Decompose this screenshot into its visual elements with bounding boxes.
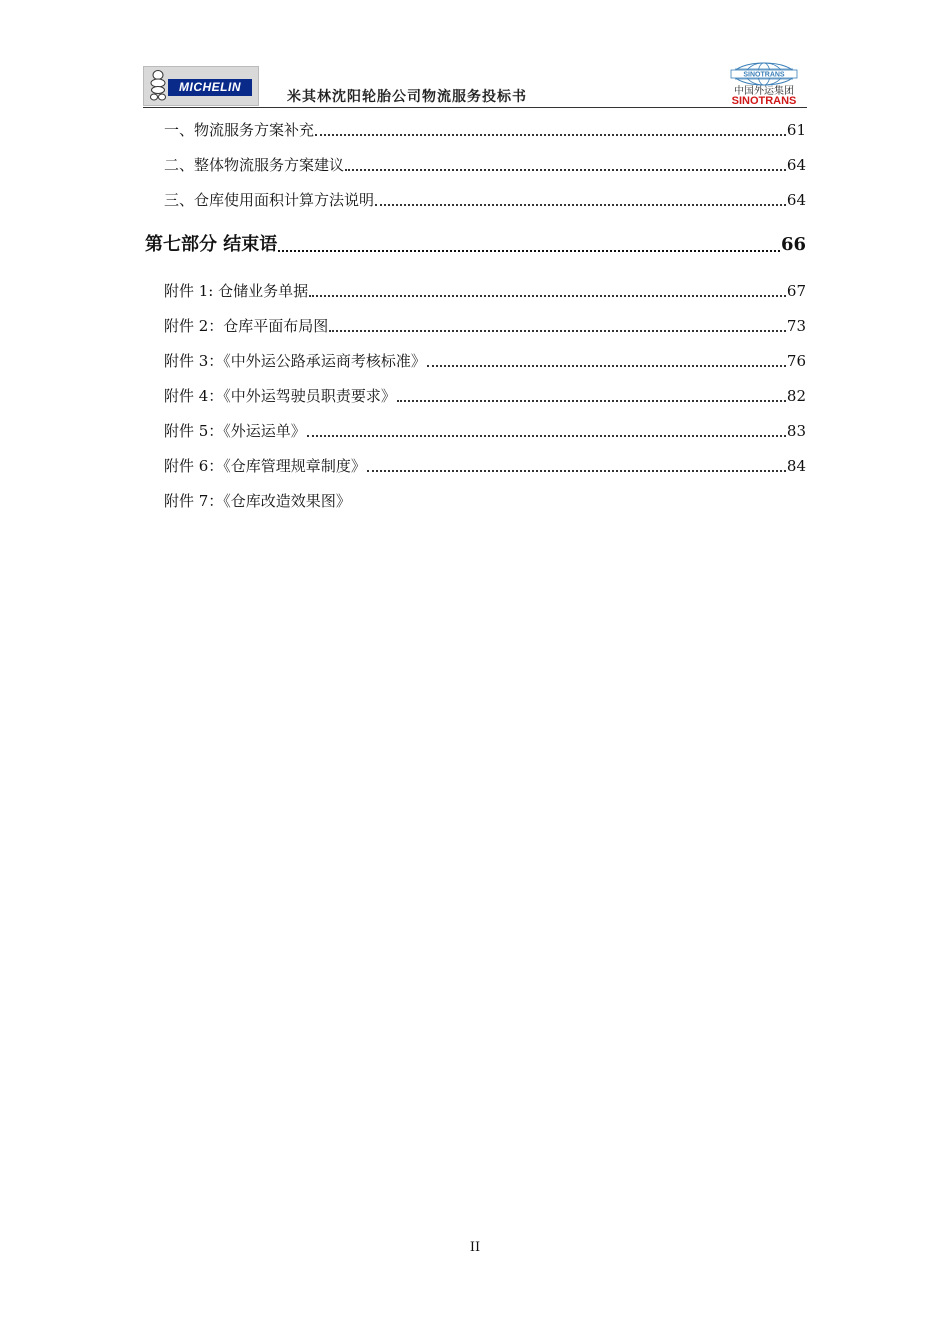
toc-leader [397, 400, 786, 402]
toc-entry-label: 二、整体物流服务方案建议 [164, 156, 345, 174]
toc-attachment-entry[interactable] [164, 456, 806, 476]
toc-entry-label: 附件 5：《外运运单》 [164, 422, 306, 440]
toc-entry-page: 67 [786, 282, 806, 300]
toc-leader [307, 435, 786, 437]
toc-entry[interactable] [164, 190, 806, 210]
toc-attachment-entry[interactable] [164, 316, 806, 336]
toc-leader [367, 470, 786, 472]
toc-part-entry[interactable] [145, 233, 806, 257]
sinotrans-cn-name: 中国外运集团 [734, 86, 794, 97]
toc-entry-label: 三、仓库使用面积计算方法说明 [164, 191, 375, 209]
sinotrans-en-name: SINOTRANS [731, 95, 797, 107]
sinotrans-logo [721, 62, 807, 106]
toc-attachment-entry[interactable] [164, 386, 806, 406]
toc-attachment-entry[interactable] [164, 421, 806, 441]
toc-entry-page: 73 [786, 317, 806, 335]
toc-leader [309, 295, 786, 297]
globe-text: SINOTRANS [743, 71, 785, 79]
toc-entry-label: 附件 3：《中外运公路承运商考核标准》 [164, 352, 426, 370]
toc-attachment-entry[interactable] [164, 491, 806, 511]
toc-entry[interactable] [164, 155, 806, 175]
toc-entry-page: 76 [786, 352, 806, 370]
toc-entry-page: 64 [786, 191, 806, 209]
toc-entry-label: 附件 6：《仓库管理规章制度》 [164, 457, 366, 475]
toc-entry-page: 61 [786, 121, 806, 139]
toc-entry-label: 一、物流服务方案补充 [164, 121, 315, 139]
toc-attachment-entry[interactable] [164, 351, 806, 371]
toc-leader [315, 134, 786, 136]
toc-leader [427, 365, 786, 367]
toc-part-page: 66 [780, 234, 806, 255]
toc-leader [329, 330, 786, 332]
toc-attachment-entry[interactable] [164, 281, 806, 301]
toc-entry-label: 附件 4：《中外运驾驶员职责要求》 [164, 387, 396, 405]
toc-part-label: 第七部分 结束语 [145, 234, 278, 255]
toc-entry[interactable] [164, 120, 806, 140]
toc-entry-label: 附件 1: 仓储业务单据 [164, 282, 309, 300]
toc-leader [278, 250, 780, 252]
michelin-wordmark: MICHELIN [168, 79, 252, 96]
document-title: 米其林沈阳轮胎公司物流服务投标书 [287, 89, 527, 105]
toc-entry-page: 64 [786, 156, 806, 174]
toc-entry-page: 83 [786, 422, 806, 440]
toc-entry-label: 附件 2：仓库平面布局图 [164, 317, 329, 335]
toc-leader [345, 169, 786, 171]
michelin-logo [143, 66, 259, 106]
globe-icon [727, 62, 801, 86]
michelin-man-icon [147, 69, 169, 101]
page-number: II [469, 1240, 481, 1255]
toc-entry-page: 84 [786, 457, 806, 475]
toc-entry-label: 附件 7：《仓库改造效果图》 [164, 492, 351, 510]
header-divider [143, 107, 807, 108]
toc-entry-page: 82 [786, 387, 806, 405]
page-header [143, 62, 807, 108]
toc-leader [375, 204, 786, 206]
